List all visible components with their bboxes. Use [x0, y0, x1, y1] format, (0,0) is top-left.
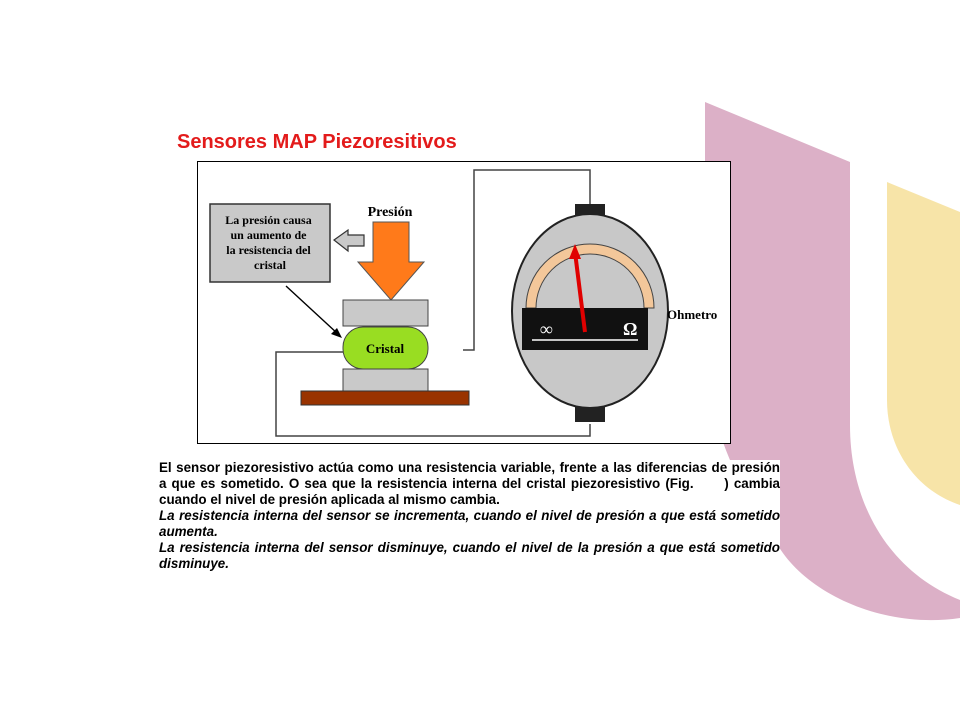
body-text [155, 460, 780, 580]
callout-line-4: cristal [254, 258, 286, 272]
slide-title: Sensores MAP Piezoresitivos [177, 131, 457, 153]
callout-line-2: un aumento de [230, 228, 307, 242]
callout-pointer [286, 286, 338, 334]
callout-line-3: la resistencia del [226, 243, 311, 257]
paragraph-3: La resistencia interna del sensor disminuye, cuando el nivel de la presión a que está sometido disminuye. [159, 540, 780, 571]
crystal-label: Cristal [365, 341, 405, 356]
top-plate [343, 300, 428, 326]
ohmmeter-label: Ohmetro [667, 307, 718, 322]
ohm-symbol: Ω [623, 319, 638, 339]
paragraph-1-part-a: El sensor piezoresistivo actúa como una resistencia variable, frente a las diferencias de presión a que es sometido. O sea que la resistencia interna del cristal piezoresistivo (Fig. [159, 460, 780, 491]
paragraph-1 [159, 460, 780, 508]
base-plate [301, 391, 469, 405]
paragraph-1-part-b: ) cambia cuando el nivel de presión aplicada al mismo cambia. [159, 476, 781, 507]
pressure-label: Presión [367, 205, 413, 220]
sensor-diagram [197, 161, 731, 444]
infinity-symbol: ∞ [540, 319, 553, 339]
bottom-plate [343, 369, 428, 391]
pressure-arrow-icon [358, 222, 424, 300]
left-arrow-icon [334, 230, 364, 251]
callout-line-1: La presión causa [225, 213, 312, 227]
yellow-arc-shape [887, 182, 960, 505]
paragraph-2: La resistencia interna del sensor se incrementa, cuando el nivel de presión a que está sometido aumenta. [159, 508, 780, 539]
